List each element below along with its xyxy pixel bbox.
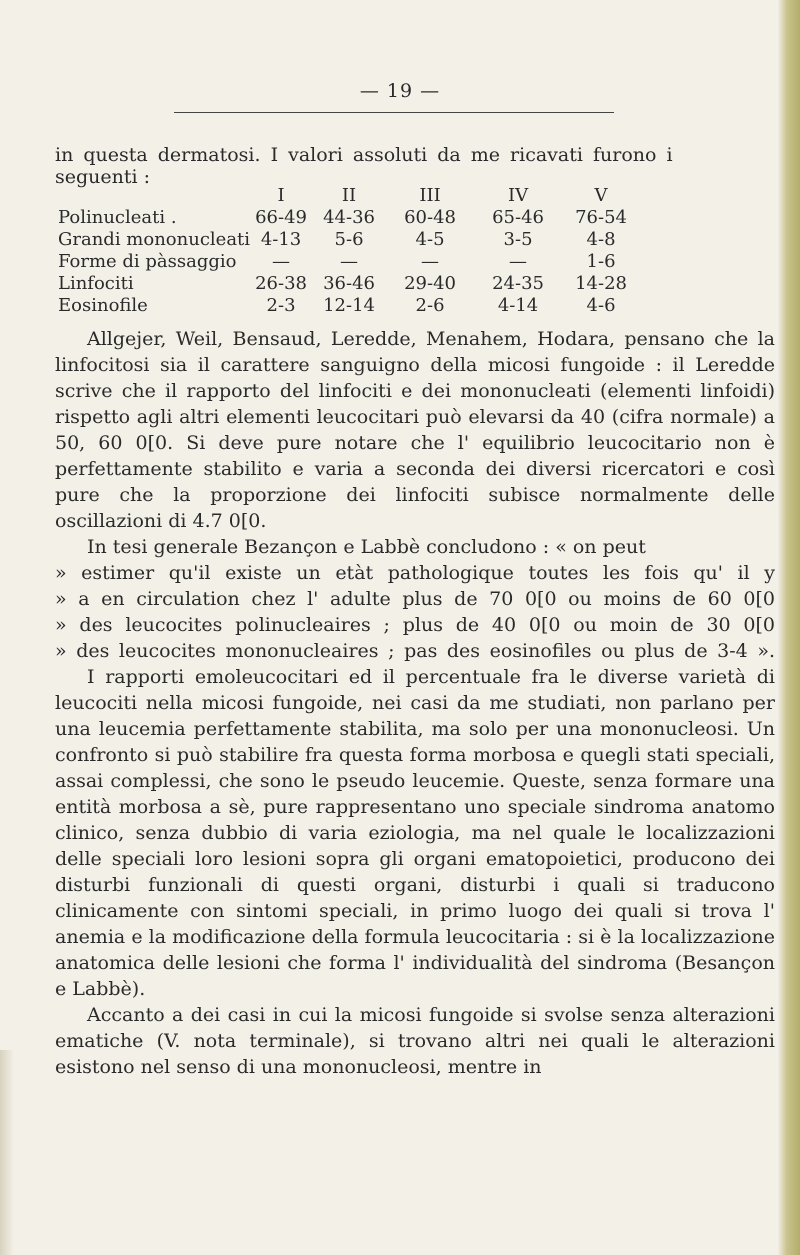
table-row	[58, 294, 640, 316]
table-cell: 29-40	[404, 272, 456, 294]
row-label: Polinucleati .	[58, 206, 177, 228]
table-cell: 66-49	[255, 206, 307, 228]
table-cell: 2-3	[266, 294, 296, 316]
row-label: Linfociti	[58, 272, 134, 294]
table-row	[58, 206, 640, 228]
table-cell: 12-14	[323, 294, 375, 316]
table-cell: 36-46	[323, 272, 375, 294]
table-header-cell: I	[277, 185, 285, 206]
table-cell: 4-5	[415, 228, 445, 250]
table-cell: —	[421, 250, 440, 272]
row-label: Eosinofile	[58, 294, 148, 316]
intro-line-2: seguenti :	[55, 166, 151, 188]
table-cell: 4-14	[497, 294, 539, 316]
paragraph-1: Allgejer, Weil, Bensaud, Leredde, Menahem, Hodara, pensano che la linfocitosi sia il carattere sanguigno della micosi fungoide : il Leredde scrive che il rapporto del linfociti e dei mononucleati (elementi linfoidi) rispetto agli altri elementi leucocitari può elevarsi da 40 (cifra normale) a 50, 60 0[0. Si deve pure notare che l' equilibrio leucocitario non è perfettamente stabilito e varia a seconda dei diversi ricercatori e così pure che la proporzione dei linfociti subisce normalmente delle oscillazioni di 4.7 0[0.	[55, 328, 775, 532]
table-cell: 4-8	[586, 228, 616, 250]
table-row	[58, 272, 640, 294]
table-cell: —	[340, 250, 359, 272]
table-header-cell: II	[341, 185, 357, 206]
blood-values-table	[58, 185, 640, 316]
quote-line: » des leucocites mononucleaires ; pas des eosinofiles ou plus de 3-4 ».	[55, 640, 775, 662]
intro-text	[55, 144, 775, 188]
table-cell: 1-6	[586, 250, 616, 272]
table-header-cell: III	[419, 185, 441, 206]
table-cell: 60-48	[404, 206, 456, 228]
table-cell: —	[509, 250, 528, 272]
table-cell: 3-5	[503, 228, 533, 250]
table-cell: 24-35	[492, 272, 544, 294]
table-cell: 26-38	[255, 272, 307, 294]
table-header-cell: V	[594, 185, 608, 206]
table-cell: 5-6	[334, 228, 364, 250]
table-row	[58, 250, 640, 272]
paragraph-4: Accanto a dei casi in cui la micosi fungoide si svolse senza alterazioni ematiche (V. nota terminale), si trovano altri nei quali le alterazioni esistono nel senso di una mononucleosi, mentre in	[55, 1004, 775, 1078]
quote-line: » a en circulation chez l' adulte plus de 70 0[0 ou moins de 60 0[0	[55, 588, 775, 610]
table-cell: 14-28	[575, 272, 627, 294]
table-cell: 4-6	[586, 294, 616, 316]
row-label: Grandi mononucleati	[58, 228, 251, 250]
page-number: — 19 —	[359, 80, 441, 102]
paragraph-2-intro: In tesi generale Bezançon e Labbè concludono : « on peut	[87, 536, 646, 558]
table-header-cell	[58, 185, 250, 206]
table-row	[58, 228, 640, 250]
page-edge-shadow-left	[0, 1050, 14, 1255]
table-cell: 44-36	[323, 206, 375, 228]
paragraph-3: I rapporti emoleucocitari ed il percentuale fra le diverse varietà di leucociti nella micosi fungoide, nei casi da me studiati, non parlano per una leucemia perfettamente stabilita, ma solo per una mononucleosi. Un confronto si può stabilire fra questa forma morbosa e quegli stati speciali, assai complessi, che sono le pseudo leucemie. Queste, senza formare una entità morbosa a sè, pure rappresentano uno speciale sindroma anatomo clinico, senza dubbio di varia eziologia, ma nel quale le localizzazioni delle speciali loro lesioni sopra gli organi ematopoietici, producono dei disturbi funzionali di questi organi, disturbi i quali si traducono clinicamente con sintomi speciali, in primo luogo dei quali si trova l' anemia e la modificazione della formula leucocitaria : si è la localizzazione anatomica delle lesioni che forma l' individualità del sindroma (Besançon e Labbè).	[55, 666, 775, 1000]
quote-line: » estimer qu'il existe un etàt pathologique toutes les fois qu' il y	[55, 562, 775, 584]
quote-line: » des leucocites polinucleaires ; plus de 40 0[0 ou moin de 30 0[0	[55, 614, 775, 636]
body-text	[55, 326, 775, 1080]
table-cell: 65-46	[492, 206, 544, 228]
page-edge-shadow	[778, 0, 800, 1255]
table-header-cell: IV	[507, 185, 529, 206]
row-label: Forme di pàssaggio	[58, 250, 237, 272]
intro-line-1: in questa dermatosi. I valori assoluti da me ricavati furono i	[55, 144, 673, 166]
table-cell: 4-13	[260, 228, 302, 250]
table-cell: 2-6	[415, 294, 445, 316]
header-rule	[174, 112, 614, 113]
table-cell: —	[272, 250, 291, 272]
table-cell: 76-54	[575, 206, 627, 228]
table-header-row	[58, 185, 640, 206]
